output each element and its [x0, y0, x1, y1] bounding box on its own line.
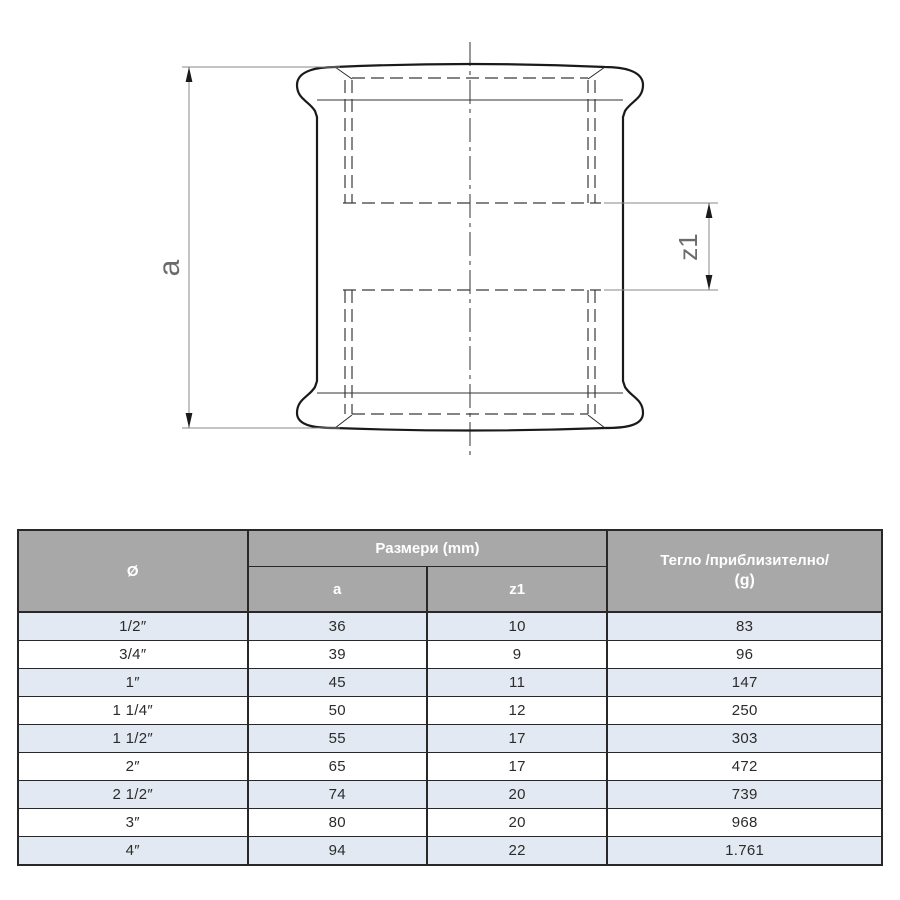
cell-a: 45	[248, 669, 427, 697]
table-row	[18, 725, 882, 753]
cell-size: 1″	[18, 669, 248, 697]
arrowhead-up	[706, 203, 713, 218]
cell-z1: 12	[427, 697, 607, 725]
cell-weight: 147	[607, 669, 882, 697]
arrowhead-down	[186, 413, 193, 428]
dimension-a-label: a	[152, 259, 186, 277]
col-header-a: a	[248, 567, 427, 613]
col-header-weight	[607, 530, 882, 612]
cell-a: 55	[248, 725, 427, 753]
cell-weight: 250	[607, 697, 882, 725]
weight-header-line1: Тегло /приблизително/	[660, 552, 830, 569]
cell-weight: 472	[607, 753, 882, 781]
arrowhead-up	[186, 67, 193, 82]
cell-a: 94	[248, 837, 427, 866]
cell-a: 65	[248, 753, 427, 781]
cell-a: 74	[248, 781, 427, 809]
cell-a: 50	[248, 697, 427, 725]
cell-z1: 17	[427, 753, 607, 781]
cell-z1: 22	[427, 837, 607, 866]
cell-a: 80	[248, 809, 427, 837]
thread-dashed-lines	[343, 78, 601, 414]
cell-size: 1/2″	[18, 612, 248, 641]
table-row	[18, 612, 882, 641]
cell-z1: 20	[427, 809, 607, 837]
cell-weight: 83	[607, 612, 882, 641]
col-header-z1: z1	[427, 567, 607, 613]
arrowhead-down	[706, 275, 713, 290]
cell-a: 36	[248, 612, 427, 641]
dimension-z1	[604, 203, 718, 290]
cell-size: 1 1/4″	[18, 697, 248, 725]
cell-size: 4″	[18, 837, 248, 866]
cell-z1: 10	[427, 612, 607, 641]
cell-size: 3/4″	[18, 641, 248, 669]
table-header	[18, 530, 882, 612]
table-row	[18, 753, 882, 781]
cell-weight: 968	[607, 809, 882, 837]
table-row	[18, 809, 882, 837]
cell-size: 2 1/2″	[18, 781, 248, 809]
cell-z1: 20	[427, 781, 607, 809]
cell-size: 1 1/2″	[18, 725, 248, 753]
cell-weight: 1.761	[607, 837, 882, 866]
cell-z1: 9	[427, 641, 607, 669]
cell-size: 2″	[18, 753, 248, 781]
col-header-diameter: Ø	[18, 530, 248, 612]
spec-table-wrap	[17, 529, 883, 866]
cell-weight: 303	[607, 725, 882, 753]
col-header-dimensions-group: Размери (mm)	[248, 530, 608, 567]
cell-z1: 17	[427, 725, 607, 753]
table-row	[18, 669, 882, 697]
weight-header-line2: (g)	[734, 572, 755, 589]
cell-size: 3″	[18, 809, 248, 837]
dimension-a	[153, 67, 340, 428]
cell-weight: 739	[607, 781, 882, 809]
spec-table	[17, 529, 883, 866]
dimension-z1-label: z1	[672, 233, 703, 261]
table-row	[18, 641, 882, 669]
table-row	[18, 781, 882, 809]
cell-a: 39	[248, 641, 427, 669]
table-row	[18, 697, 882, 725]
table-row	[18, 837, 882, 866]
cell-z1: 11	[427, 669, 607, 697]
cell-weight: 96	[607, 641, 882, 669]
table-body	[18, 612, 882, 865]
